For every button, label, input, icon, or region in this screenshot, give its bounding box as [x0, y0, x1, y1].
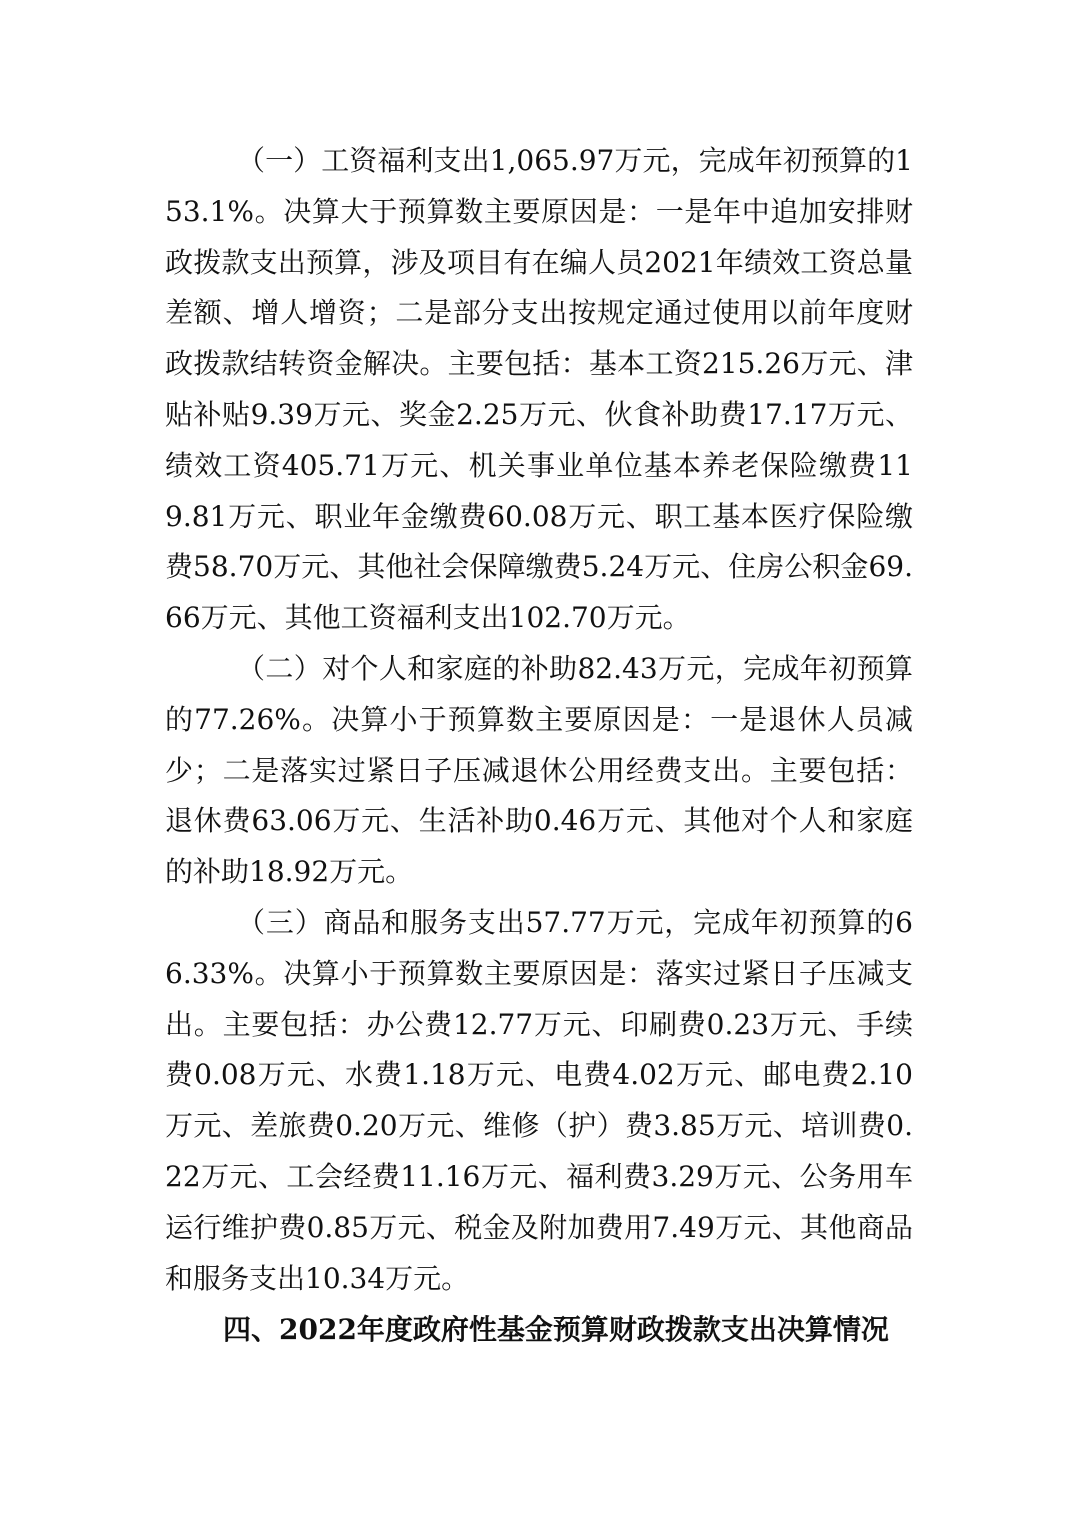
document-body: [165, 136, 913, 1356]
paragraph-wages-welfare: （一）工资福利支出1,065.97万元，完成年初预算的153.1%。决算大于预算数主要原因是：一是年中追加安排财政拨款支出预算，涉及项目有在编人员2021年绩效工资总量差额、增人增资；二是部分支出按规定通过使用以前年度财政拨款结转资金解决。主要包括：基本工资215.26万元、津贴补贴9.39万元、奖金2.25万元、伙食补助费17.17万元、绩效工资405.71万元、机关事业单位基本养老保险缴费119.81万元、职业年金缴费60.08万元、职工基本医疗保险缴费58.70万元、其他社会保障缴费5.24万元、住房公积金69.66万元、其他工资福利支出102.70万元。: [165, 144, 913, 635]
section-heading: 四、2022年度政府性基金预算财政拨款支出决算情况: [223, 1313, 889, 1347]
paragraph-goods-services: （三）商品和服务支出57.77万元，完成年初预算的66.33%。决算小于预算数主要原因是：落实过紧日子压减支出。主要包括：办公费12.77万元、印刷费0.23万元、手续费0.08万元、水费1.18万元、电费4.02万元、邮电费2.10万元、差旅费0.20万元、维修（护）费3.85万元、培训费0.22万元、工会经费11.16万元、福利费3.29万元、公务用车运行维护费0.85万元、税金及附加费用7.49万元、其他商品和服务支出10.34万元。: [165, 905, 913, 1295]
paragraph-personal-family-subsidy: （二）对个人和家庭的补助82.43万元，完成年初预算的77.26%。决算小于预算数主要原因是：一是退休人员减少；二是落实过紧日子压减退休公用经费支出。主要包括：退休费63.06万元、生活补助0.46万元、其他对个人和家庭的补助18.92万元。: [165, 651, 913, 889]
